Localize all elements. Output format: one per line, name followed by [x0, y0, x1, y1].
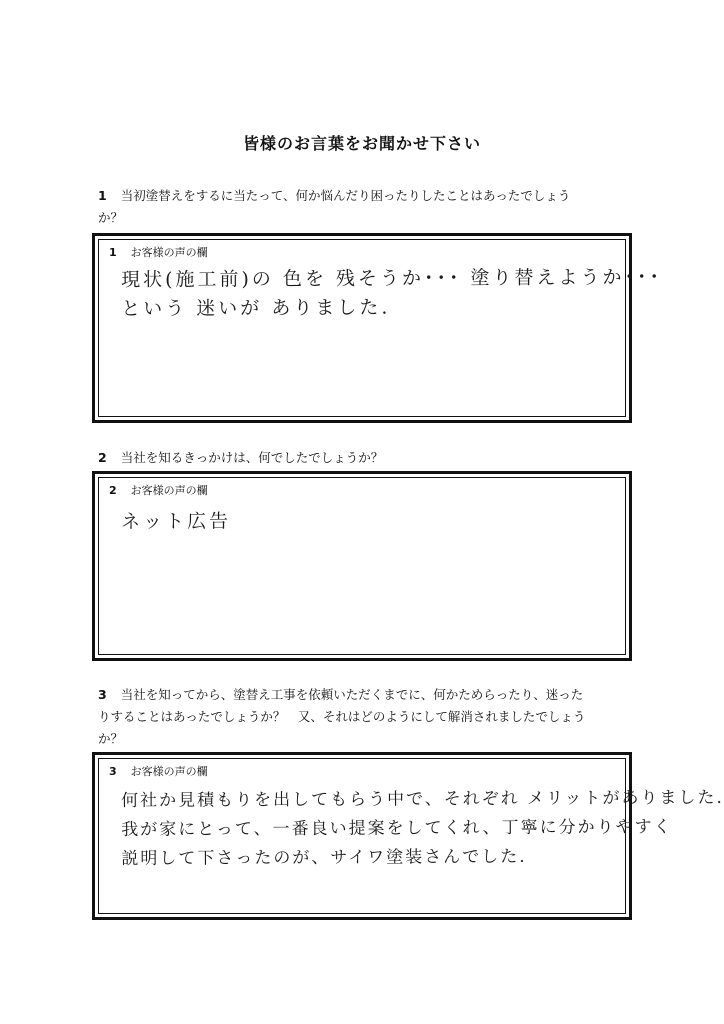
question-text-line: 当初塗替えをするに当たって、何か悩んだり困ったりしたことはあったでしょう [120, 188, 571, 203]
question-2 [98, 447, 638, 469]
box-number: 2 [109, 484, 117, 497]
question-text-line: 当社を知るきっかけは、何でしたでしょうか？ [120, 450, 384, 465]
answer-box-inner [98, 758, 724, 914]
box-label [109, 763, 208, 779]
box-label-text: お客様の声の欄 [130, 484, 208, 497]
answer-line: ネット広告 [121, 510, 232, 533]
question-number: 1 [98, 188, 107, 203]
question-text-line: 当社を知ってから、塗替え工事を依頼いただくまでに、何かためらったり、迷った [120, 687, 584, 702]
answer-line: 我が家にとって、一番良い提案をしてくれ、丁寧に分かりやすく [121, 817, 673, 840]
question-number: 3 [98, 687, 107, 702]
question-text-line: りすることはあったでしょうか？ 又、それはどのようにして解消されましたでしょう [98, 709, 586, 724]
box-label [109, 244, 208, 260]
answer-line: 説明して下さったのが、サイワ塗装さんでした. [121, 846, 527, 869]
page-title: 皆様のお言葉をお聞かせ下さい [242, 134, 481, 153]
answer-box-inner [98, 477, 626, 655]
answer-box-3 [92, 752, 724, 920]
question-text-line: か？ [98, 210, 124, 225]
answer-line: という 迷いが ありました. [121, 296, 391, 320]
answer-box-1 [92, 233, 663, 423]
box-label [109, 482, 208, 498]
question-1 [98, 185, 638, 229]
question-3 [98, 684, 638, 750]
handwritten-answer [121, 784, 724, 874]
box-number: 3 [109, 765, 117, 778]
answer-line: 何社か見積もりを出してもらう中で、それぞれ メリットがありました. [121, 787, 724, 811]
handwritten-answer [121, 263, 662, 324]
handwritten-answer [121, 507, 231, 537]
answer-line: 現状(施工前)の 色を 残そうか･･･ 塗り替えようか･･･ [121, 266, 663, 291]
answer-box-inner [98, 239, 663, 417]
box-label-text: お客様の声の欄 [130, 765, 208, 778]
answer-box-2 [92, 471, 632, 661]
question-number: 2 [98, 450, 107, 465]
question-text-line: か？ [98, 731, 124, 746]
box-label-text: お客様の声の欄 [130, 246, 208, 259]
box-number: 1 [109, 246, 117, 259]
